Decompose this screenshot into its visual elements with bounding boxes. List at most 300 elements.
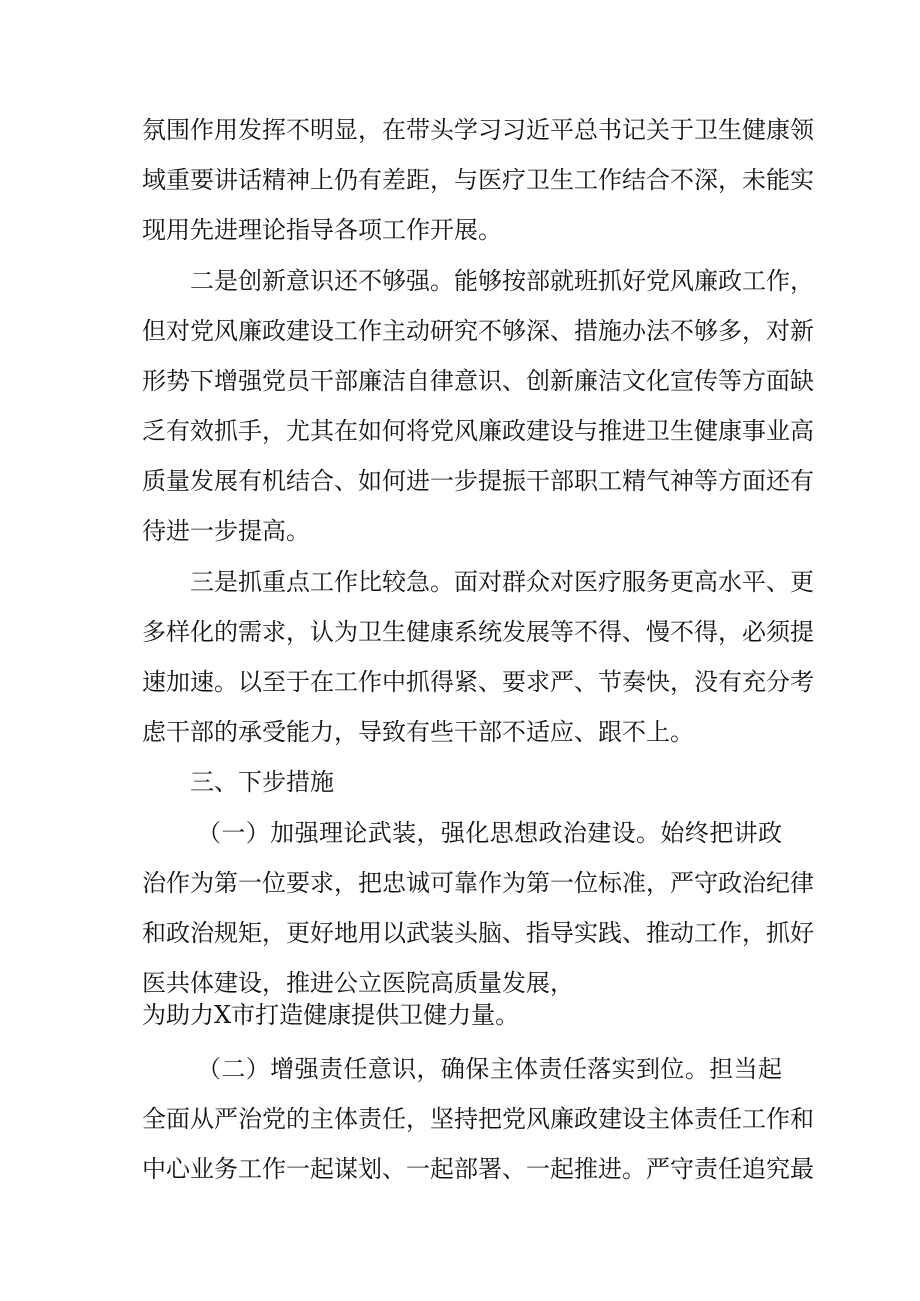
- text-glyph: 、: [502, 367, 526, 395]
- text-glyph: 深: [694, 166, 718, 194]
- text-glyph: 等: [550, 618, 574, 646]
- text-glyph: 振: [502, 467, 526, 495]
- text-glyph: 高: [790, 417, 814, 445]
- text-glyph: 面: [454, 568, 478, 596]
- text-glyph: 识: [478, 367, 502, 395]
- text-glyph: 够: [694, 317, 718, 345]
- text-glyph: 干: [310, 367, 334, 395]
- text-glyph: 发: [502, 618, 526, 646]
- text-glyph: 有: [358, 166, 382, 194]
- text-glyph: 到: [636, 1055, 661, 1083]
- text-glyph: 起: [757, 1055, 782, 1083]
- text-glyph: 服: [622, 568, 646, 596]
- text-glyph: 谋: [334, 1155, 358, 1183]
- p2-line-6: 待进一步提高。: [142, 517, 310, 545]
- text-glyph: 需: [238, 618, 262, 646]
- text-glyph: 位: [574, 869, 598, 897]
- p2-line-2: [142, 315, 814, 347]
- text-glyph: 奏: [622, 668, 646, 696]
- text-glyph: 想: [514, 819, 539, 847]
- text-glyph: 得: [694, 618, 718, 646]
- text-glyph: 二: [221, 1055, 246, 1083]
- p1-line-3: 现用先进理论指导各项工作开展。: [142, 216, 502, 244]
- p4-line-2: [142, 867, 814, 899]
- text-glyph: 责: [694, 1155, 718, 1183]
- text-glyph: 一: [238, 869, 262, 897]
- text-glyph: 宣: [670, 367, 694, 395]
- text-glyph: 把: [709, 819, 734, 847]
- text-glyph: ，: [262, 919, 286, 947]
- text-glyph: 不: [670, 166, 694, 194]
- text-glyph: 总: [574, 116, 598, 144]
- text-glyph: 不: [478, 317, 502, 345]
- text-glyph: 武: [406, 919, 430, 947]
- text-glyph: 党: [190, 317, 214, 345]
- p1-line-1: [142, 114, 814, 146]
- text-glyph: 严: [670, 869, 694, 897]
- text-glyph: 、: [622, 919, 646, 947]
- text-glyph: 装: [392, 819, 417, 847]
- text-glyph: 工: [238, 1155, 262, 1183]
- text-glyph: 强: [294, 1055, 319, 1083]
- text-glyph: 治: [142, 869, 166, 897]
- text-glyph: 进: [406, 467, 430, 495]
- text-glyph: 抓: [238, 568, 262, 596]
- text-glyph: 洁: [382, 367, 406, 395]
- text-glyph: 党: [262, 1105, 286, 1133]
- text-glyph: 理: [318, 819, 343, 847]
- p4-line-1: [197, 817, 782, 849]
- text-glyph: ，: [670, 668, 694, 696]
- text-glyph: 务: [646, 568, 670, 596]
- text-glyph: 急: [406, 568, 430, 596]
- p2-line-5: [142, 465, 814, 497]
- text-glyph: 责: [538, 1055, 563, 1083]
- text-glyph: 进: [622, 417, 646, 445]
- text-glyph: 矩: [238, 919, 262, 947]
- text-glyph: 班: [574, 267, 598, 295]
- p1-line-2: [142, 164, 814, 196]
- text-glyph: 用: [214, 116, 238, 144]
- text-glyph: 抓: [214, 417, 238, 445]
- text-glyph: 将: [406, 417, 430, 445]
- text-glyph: 带: [406, 116, 430, 144]
- text-glyph: 工: [742, 1105, 766, 1133]
- text-glyph: 指: [526, 919, 550, 947]
- text-glyph: 党: [502, 1105, 526, 1133]
- text-glyph: 展: [526, 618, 550, 646]
- text-glyph: 武: [367, 819, 392, 847]
- text-glyph: 责: [358, 1105, 382, 1133]
- text-glyph: 的: [214, 618, 238, 646]
- text-glyph: 工: [310, 568, 334, 596]
- text-glyph: ）: [245, 1055, 270, 1083]
- text-glyph: 提: [478, 467, 502, 495]
- text-glyph: 严: [550, 668, 574, 696]
- text-glyph: ，: [286, 618, 310, 646]
- text-glyph: 快: [646, 668, 670, 696]
- text-glyph: 当: [733, 1055, 758, 1083]
- text-glyph: 业: [766, 417, 790, 445]
- text-glyph: 不: [670, 618, 694, 646]
- text-glyph: 等: [694, 467, 718, 495]
- text-glyph: 主: [310, 1105, 334, 1133]
- text-glyph: 。: [684, 1055, 709, 1083]
- text-glyph: 部: [526, 267, 550, 295]
- text-glyph: 装: [430, 919, 454, 947]
- p3-line-1: [190, 566, 814, 598]
- text-glyph: 一: [286, 1155, 310, 1183]
- p2-line-3: [142, 365, 814, 397]
- text-glyph: ，: [718, 166, 742, 194]
- text-glyph: ）: [245, 819, 270, 847]
- p3-line-3: [142, 666, 814, 698]
- text-glyph: 域: [142, 166, 166, 194]
- text-glyph: 最: [790, 1155, 814, 1183]
- text-glyph: 强: [440, 819, 465, 847]
- text-glyph: 从: [190, 1105, 214, 1133]
- text-glyph: 健: [742, 116, 766, 144]
- text-glyph: 求: [526, 668, 550, 696]
- text-glyph: 分: [766, 668, 790, 696]
- text-glyph: 不: [574, 618, 598, 646]
- text-glyph: 高: [694, 568, 718, 596]
- text-glyph: 对: [766, 317, 790, 345]
- text-glyph: ，: [416, 819, 441, 847]
- text-glyph: 落: [587, 1055, 612, 1083]
- text-glyph: 廉: [574, 367, 598, 395]
- text-glyph: 好: [310, 919, 334, 947]
- text-glyph: 主: [489, 1055, 514, 1083]
- text-glyph: 文: [622, 367, 646, 395]
- text-glyph: 靠: [454, 869, 478, 897]
- text-glyph: 卫: [526, 166, 550, 194]
- text-glyph: 紧: [454, 668, 478, 696]
- text-glyph: 还: [766, 467, 790, 495]
- text-glyph: 加: [270, 819, 295, 847]
- text-glyph: 识: [392, 1055, 417, 1083]
- text-glyph: 近: [526, 116, 550, 144]
- text-glyph: ，: [742, 919, 766, 947]
- text-glyph: 把: [478, 1105, 502, 1133]
- text-glyph: 起: [550, 1155, 574, 1183]
- text-glyph: 推: [598, 417, 622, 445]
- text-glyph: 必: [742, 618, 766, 646]
- text-glyph: 政: [718, 869, 742, 897]
- text-glyph: 职: [574, 467, 598, 495]
- text-glyph: 气: [646, 467, 670, 495]
- text-glyph: 传: [694, 367, 718, 395]
- text-glyph: 形: [142, 367, 166, 395]
- text-glyph: 平: [742, 568, 766, 596]
- text-glyph: 手: [238, 417, 262, 445]
- text-glyph: 不: [358, 267, 382, 295]
- text-glyph: 如: [358, 467, 382, 495]
- text-glyph: 政: [538, 819, 563, 847]
- text-glyph: 体: [670, 1105, 694, 1133]
- section-heading: 三、下步措施: [190, 768, 334, 796]
- text-glyph: 更: [670, 568, 694, 596]
- text-glyph: 地: [334, 919, 358, 947]
- text-glyph: 在: [382, 116, 406, 144]
- p4-line-3: [142, 917, 814, 949]
- text-glyph: 深: [526, 317, 550, 345]
- text-glyph: 作: [166, 869, 190, 897]
- text-glyph: 卫: [358, 618, 382, 646]
- text-glyph: 于: [670, 116, 694, 144]
- text-glyph: 意: [286, 267, 310, 295]
- text-glyph: 。: [430, 568, 454, 596]
- text-glyph: 有: [718, 668, 742, 696]
- text-glyph: 要: [190, 166, 214, 194]
- text-glyph: 建: [598, 1105, 622, 1133]
- text-glyph: 政: [757, 819, 782, 847]
- text-glyph: 其: [310, 417, 334, 445]
- text-glyph: 好: [790, 919, 814, 947]
- text-glyph: 化: [646, 367, 670, 395]
- text-glyph: 推: [574, 1155, 598, 1183]
- text-glyph: 确: [440, 1055, 465, 1083]
- text-glyph: 较: [382, 568, 406, 596]
- text-glyph: 够: [478, 267, 502, 295]
- text-glyph: 担: [709, 1055, 734, 1083]
- text-glyph: 康: [718, 417, 742, 445]
- text-glyph: 学: [454, 116, 478, 144]
- text-glyph: 仍: [334, 166, 358, 194]
- text-glyph: 还: [334, 267, 358, 295]
- text-glyph: 。: [622, 1155, 646, 1183]
- text-glyph: 创: [238, 267, 262, 295]
- text-glyph: 卫: [694, 116, 718, 144]
- text-glyph: 合: [310, 467, 334, 495]
- text-glyph: 方: [718, 467, 742, 495]
- text-glyph: 标: [598, 869, 622, 897]
- text-glyph: 守: [670, 1155, 694, 1183]
- text-glyph: 与: [574, 417, 598, 445]
- text-glyph: 法: [646, 317, 670, 345]
- text-glyph: 为: [502, 869, 526, 897]
- text-glyph: 一: [550, 869, 574, 897]
- text-glyph: 强: [294, 819, 319, 847]
- text-glyph: 抓: [766, 919, 790, 947]
- text-glyph: 没: [694, 668, 718, 696]
- text-glyph: 得: [598, 618, 622, 646]
- text-glyph: 可: [430, 869, 454, 897]
- text-glyph: 卫: [646, 417, 670, 445]
- text-glyph: 风: [454, 417, 478, 445]
- text-glyph: 忠: [382, 869, 406, 897]
- text-glyph: 得: [430, 668, 454, 696]
- text-glyph: （: [197, 1055, 221, 1083]
- text-glyph: 工: [694, 919, 718, 947]
- text-glyph: 步: [454, 467, 478, 495]
- text-glyph: 党: [262, 367, 286, 395]
- text-glyph: 生: [550, 166, 574, 194]
- text-glyph: 坚: [430, 1105, 454, 1133]
- text-glyph: 重: [166, 166, 190, 194]
- text-glyph: 机: [262, 467, 286, 495]
- p2-line-4: [142, 415, 814, 447]
- text-glyph: 是: [214, 568, 238, 596]
- text-glyph: 点: [286, 568, 310, 596]
- text-glyph: 对: [550, 568, 574, 596]
- text-glyph: ，: [430, 166, 454, 194]
- text-glyph: 疗: [598, 568, 622, 596]
- text-glyph: 第: [526, 869, 550, 897]
- text-glyph: 须: [766, 618, 790, 646]
- text-glyph: 强: [238, 367, 262, 395]
- text-glyph: 终: [684, 819, 709, 847]
- text-glyph: 体: [514, 1055, 539, 1083]
- text-glyph: 严: [646, 1155, 670, 1183]
- text-glyph: 至: [262, 668, 286, 696]
- text-glyph: ，: [262, 417, 286, 445]
- text-glyph: 保: [465, 1055, 490, 1083]
- text-glyph: 慢: [646, 618, 670, 646]
- text-glyph: 作: [358, 317, 382, 345]
- text-glyph: 对: [166, 317, 190, 345]
- text-glyph: 化: [190, 618, 214, 646]
- text-glyph: 作: [598, 166, 622, 194]
- text-glyph: 重: [262, 568, 286, 596]
- text-glyph: 位: [262, 869, 286, 897]
- text-glyph: 显: [334, 116, 358, 144]
- text-glyph: 、: [574, 668, 598, 696]
- text-glyph: 二: [190, 267, 214, 295]
- text-glyph: 、: [502, 1155, 526, 1183]
- text-glyph: 增: [214, 367, 238, 395]
- text-glyph: 全: [142, 1105, 166, 1133]
- text-glyph: 势: [166, 367, 190, 395]
- text-glyph: 和: [790, 1105, 814, 1133]
- text-glyph: 展: [214, 467, 238, 495]
- text-glyph: 医: [574, 568, 598, 596]
- text-glyph: 治: [562, 819, 587, 847]
- text-glyph: 风: [214, 317, 238, 345]
- text-glyph: 缺: [790, 367, 814, 395]
- text-glyph: 按: [502, 267, 526, 295]
- text-glyph: 一: [221, 819, 246, 847]
- text-glyph: 体: [334, 1105, 358, 1133]
- text-glyph: 究: [766, 1155, 790, 1183]
- text-glyph: 治: [742, 869, 766, 897]
- text-glyph: 作: [262, 1155, 286, 1183]
- text-glyph: 质: [142, 467, 166, 495]
- text-glyph: 廉: [550, 1105, 574, 1133]
- text-glyph: 发: [190, 467, 214, 495]
- text-glyph: 好: [622, 267, 646, 295]
- text-glyph: 三: [190, 568, 214, 596]
- text-glyph: 于: [286, 668, 310, 696]
- text-glyph: 平: [550, 116, 574, 144]
- text-glyph: 工: [334, 668, 358, 696]
- text-glyph: 任: [718, 1105, 742, 1133]
- text-glyph: 准: [622, 869, 646, 897]
- text-glyph: 化: [465, 819, 490, 847]
- text-glyph: 主: [382, 317, 406, 345]
- text-glyph: 践: [598, 919, 622, 947]
- text-glyph: 挥: [262, 116, 286, 144]
- text-glyph: 群: [502, 568, 526, 596]
- text-glyph: 距: [406, 166, 430, 194]
- text-glyph: 把: [358, 869, 382, 897]
- text-glyph: 围: [166, 116, 190, 144]
- text-glyph: 考: [790, 668, 814, 696]
- text-glyph: 与: [454, 166, 478, 194]
- text-glyph: 。: [430, 267, 454, 295]
- text-glyph: 动: [670, 919, 694, 947]
- text-glyph: 作: [190, 116, 214, 144]
- text-glyph: 有: [790, 467, 814, 495]
- text-glyph: 设: [550, 417, 574, 445]
- text-glyph: 风: [526, 1105, 550, 1133]
- text-glyph: 面: [166, 1105, 190, 1133]
- text-glyph: 作: [766, 267, 790, 295]
- text-glyph: 洁: [598, 367, 622, 395]
- text-glyph: 就: [550, 267, 574, 295]
- text-glyph: 医: [478, 166, 502, 194]
- text-glyph: 守: [694, 869, 718, 897]
- text-glyph: 署: [478, 1155, 502, 1183]
- text-glyph: 业: [190, 1155, 214, 1183]
- text-glyph: 习: [502, 116, 526, 144]
- text-glyph: 、: [766, 568, 790, 596]
- text-glyph: ，: [646, 869, 670, 897]
- text-glyph: 工: [742, 267, 766, 295]
- text-glyph: 第: [214, 869, 238, 897]
- text-glyph: 神: [286, 166, 310, 194]
- text-glyph: 对: [478, 568, 502, 596]
- text-glyph: 、: [382, 1155, 406, 1183]
- text-glyph: 速: [190, 668, 214, 696]
- text-glyph: 强: [406, 267, 430, 295]
- text-glyph: 明: [310, 116, 334, 144]
- text-glyph: 意: [367, 1055, 392, 1083]
- text-glyph: 面: [766, 367, 790, 395]
- text-glyph: 用: [358, 919, 382, 947]
- text-glyph: 健: [694, 417, 718, 445]
- text-glyph: 提: [790, 618, 814, 646]
- text-glyph: 合: [646, 166, 670, 194]
- text-glyph: 新: [790, 317, 814, 345]
- text-glyph: 持: [454, 1105, 478, 1133]
- text-glyph: 设: [310, 317, 334, 345]
- text-glyph: 自: [406, 367, 430, 395]
- text-glyph: 精: [622, 467, 646, 495]
- text-glyph: 、: [334, 467, 358, 495]
- text-glyph: 领: [790, 116, 814, 144]
- text-glyph: 讲: [733, 819, 758, 847]
- text-glyph: 面: [742, 467, 766, 495]
- text-glyph: 作: [334, 568, 358, 596]
- text-glyph: 结: [622, 166, 646, 194]
- text-glyph: 多: [142, 618, 166, 646]
- text-glyph: 廉: [478, 417, 502, 445]
- text-glyph: 乏: [142, 417, 166, 445]
- text-glyph: 更: [790, 568, 814, 596]
- text-glyph: 方: [742, 367, 766, 395]
- text-glyph: ，: [718, 618, 742, 646]
- p4-line-5: 为助力X市打造健康提供卫健力量。: [142, 1001, 520, 1029]
- text-glyph: 作: [478, 869, 502, 897]
- text-glyph: 位: [660, 1055, 685, 1083]
- text-glyph: 抓: [598, 267, 622, 295]
- text-glyph: 系: [454, 618, 478, 646]
- text-glyph: 设: [611, 819, 636, 847]
- p4-line-4: 医共体建设，推进公立医院高质量发展，: [142, 969, 574, 997]
- text-glyph: 心: [166, 1155, 190, 1183]
- text-glyph: 工: [574, 166, 598, 194]
